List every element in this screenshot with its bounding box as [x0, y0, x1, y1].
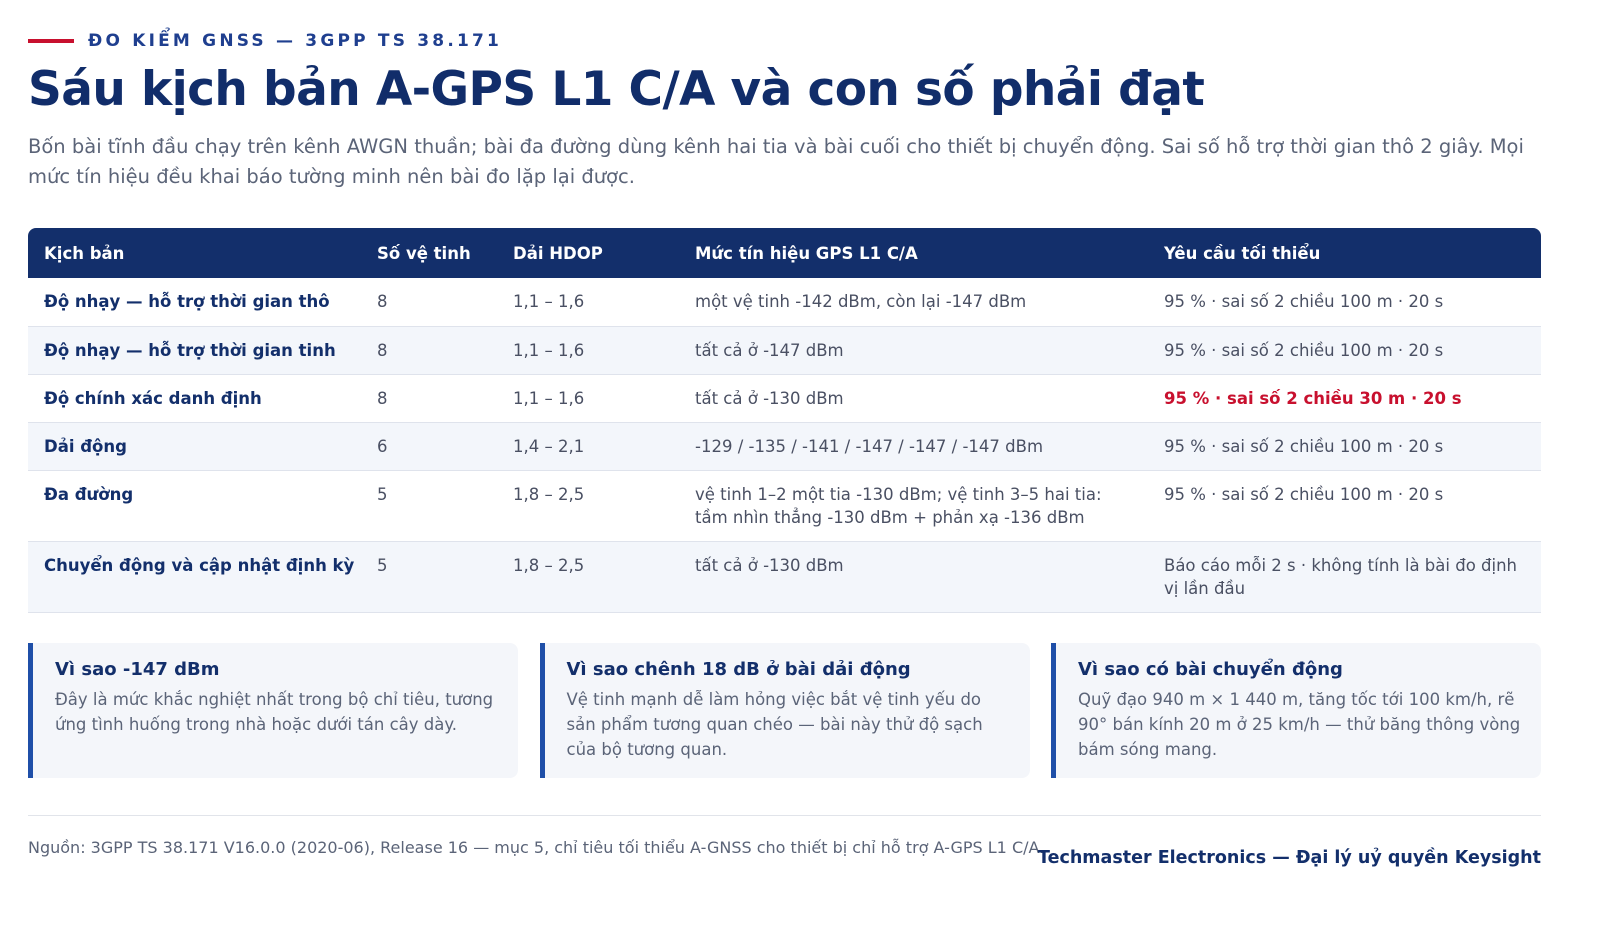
scenario-cell: Độ nhạy — hỗ trợ thời gian tinh	[28, 326, 361, 374]
scenario-cell: Đa đường	[28, 470, 361, 541]
satellites-cell: 5	[361, 470, 497, 541]
column-header-scenario: Kịch bản	[28, 228, 361, 278]
scenario-cell: Độ nhạy — hỗ trợ thời gian thô	[28, 278, 361, 326]
table-header-row	[28, 228, 1541, 278]
footer-divider	[28, 815, 1541, 816]
scenario-cell: Dải động	[28, 422, 361, 470]
scenario-table	[28, 228, 1541, 613]
scenario-cell: Chuyển động và cập nhật định kỳ	[28, 541, 361, 612]
scenario-cell: Độ chính xác danh định	[28, 374, 361, 422]
requirement-cell: 95 % · sai số 2 chiều 100 m · 20 s	[1148, 470, 1541, 541]
lede-paragraph: Bốn bài tĩnh đầu chạy trên kênh AWGN thuần; bài đa đường dùng kênh hai tia và bài cuối cho thiết bị chuyển động. Sai số hỗ trợ thời gian thô 2 giây. Mọi mức tín hiệu đều khai báo tường minh nên bài đo lặp lại được.	[28, 135, 1524, 188]
card-title: Vì sao chênh 18 dB ở bài dải động	[566, 659, 911, 680]
satellites-cell: 8	[361, 278, 497, 326]
card-body: Vệ tinh mạnh dễ làm hỏng việc bắt vệ tinh yếu do sản phẩm tương quan chéo — bài này thử độ sạch của bộ tương quan.	[566, 690, 983, 759]
signal-cell: vệ tinh 1–2 một tia -130 dBm; vệ tinh 3–5 hai tia: tầm nhìn thẳng -130 dBm + phản xạ -136 dBm	[679, 470, 1148, 541]
card-title: Vì sao có bài chuyển động	[1078, 659, 1343, 680]
eyebrow-accent-line	[28, 39, 74, 43]
card-body: Quỹ đạo 940 m × 1 440 m, tăng tốc tới 100 km/h, rẽ 90° bán kính 20 m ở 25 km/h — thử băng thông vòng bám sóng mang.	[1078, 690, 1521, 759]
table-row	[28, 374, 1541, 422]
table-row	[28, 422, 1541, 470]
requirement-cell: 95 % · sai số 2 chiều 100 m · 20 s	[1148, 422, 1541, 470]
hdop-cell: 1,4 – 2,1	[497, 422, 679, 470]
card-body: Đây là mức khắc nghiệt nhất trong bộ chỉ tiêu, tương ứng tình huống trong nhà hoặc dưới tán cây dày.	[55, 690, 494, 734]
explanation-card-moving	[1051, 643, 1541, 778]
source-note: Nguồn: 3GPP TS 38.171 V16.0.0 (2020-06), Release 16 — mục 5, chỉ tiêu tối thiểu A-GNSS cho thiết bị chỉ hỗ trợ A-GPS L1 C/A.	[28, 838, 1045, 857]
hdop-cell: 1,1 – 1,6	[497, 278, 679, 326]
requirement-cell-highlighted: 95 % · sai số 2 chiều 30 m · 20 s	[1148, 374, 1541, 422]
table-row	[28, 541, 1541, 612]
eyebrow-text: ĐO KIỂM GNSS — 3GPP TS 38.171	[88, 31, 503, 51]
table-row	[28, 470, 1541, 541]
column-header-signal: Mức tín hiệu GPS L1 C/A	[679, 228, 1148, 278]
explanation-card-sensitivity	[28, 643, 518, 778]
table-row	[28, 326, 1541, 374]
signal-cell: tất cả ở -147 dBm	[679, 326, 1148, 374]
satellites-cell: 8	[361, 326, 497, 374]
brand-credit: Techmaster Electronics — Đại lý uỷ quyền Keysight	[1037, 848, 1541, 868]
requirement-cell: Báo cáo mỗi 2 s · không tính là bài đo định vị lần đầu	[1148, 541, 1541, 612]
requirement-cell: 95 % · sai số 2 chiều 100 m · 20 s	[1148, 278, 1541, 326]
column-header-requirement: Yêu cầu tối thiểu	[1148, 228, 1541, 278]
page-title: Sáu kịch bản A-GPS L1 C/A và con số phải đạt	[28, 62, 1205, 117]
hdop-cell: 1,8 – 2,5	[497, 470, 679, 541]
signal-cell: -129 / -135 / -141 / -147 / -147 / -147 dBm	[679, 422, 1148, 470]
explanation-card-dynamic-range	[540, 643, 1030, 778]
satellites-cell: 5	[361, 541, 497, 612]
card-title: Vì sao -147 dBm	[55, 659, 220, 680]
signal-cell: một vệ tinh -142 dBm, còn lại -147 dBm	[679, 278, 1148, 326]
eyebrow	[28, 30, 502, 52]
column-header-satellites: Số vệ tinh	[361, 228, 497, 278]
table-row	[28, 278, 1541, 326]
hdop-cell: 1,8 – 2,5	[497, 541, 679, 612]
column-header-hdop: Dải HDOP	[497, 228, 679, 278]
satellites-cell: 6	[361, 422, 497, 470]
hdop-cell: 1,1 – 1,6	[497, 374, 679, 422]
explanation-cards	[28, 643, 1541, 778]
signal-cell: tất cả ở -130 dBm	[679, 541, 1148, 612]
signal-cell: tất cả ở -130 dBm	[679, 374, 1148, 422]
requirement-cell: 95 % · sai số 2 chiều 100 m · 20 s	[1148, 326, 1541, 374]
satellites-cell: 8	[361, 374, 497, 422]
hdop-cell: 1,1 – 1,6	[497, 326, 679, 374]
